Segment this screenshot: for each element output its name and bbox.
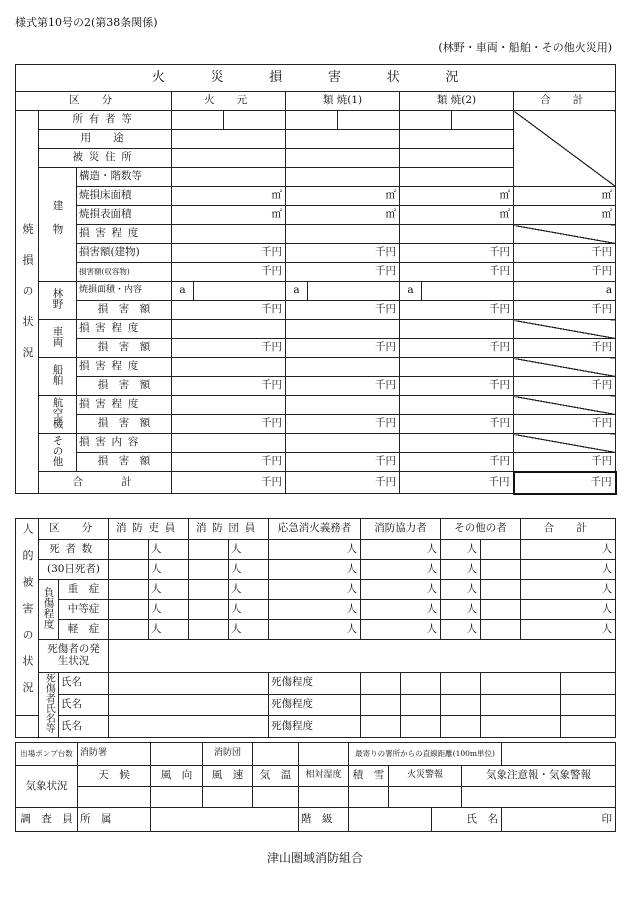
- human-side-label: 人的被害の状況: [21, 522, 35, 708]
- col-cooperator: 消防協力者: [361, 519, 441, 540]
- property-damage-table: 火 災 損 害 状 況 区 分 火 元 類 焼(1) 類 焼(2) 合 計 焼損の状況 所有者等 用 途 被災住所 建物 構造・階数等 焼損床面積 ㎡ ㎡ ㎡ ㎡ 焼損表面積 ㎡ ㎡ ㎡ ㎡ 損害程度 損害額(建物) 千円 千円 千円 千円 損害額(収容物) 千円 千円 千円 千円 林野 焼損面積・内容 a a a a 損 害 額 千円 千円 千円 千円 車両 損害程度 損 害 額 千円 千円 千円 千円 船舶 損害程度 損 害 額 千円 千円 千円 千円 航空機 損害程度 損 害 額 千円 千円 千円 千円 その他 損害内容 損 害 額 千円 千円 千円 千円 合 計 千円 千円 千円 千円: [15, 64, 617, 495]
- humidity-col: 相対湿度: [299, 766, 349, 787]
- col-rui2: 類 焼(2): [400, 92, 514, 111]
- property-sum-label: 合 計: [39, 472, 172, 494]
- ship-label: 船舶: [51, 364, 64, 386]
- other-label: その他: [51, 434, 64, 467]
- wind-speed-col: 風 速: [203, 766, 253, 787]
- damage-contents-label: 損害額(収容物): [77, 263, 172, 282]
- aircraft-damage-label: 損 害 額: [77, 415, 172, 434]
- name-label: 氏 名: [432, 808, 502, 832]
- owner-label: 所有者等: [39, 111, 172, 130]
- distance-label: 最寄りの署所からの直線距離(100m単位): [349, 743, 502, 766]
- vehicle-label: 車両: [51, 326, 64, 348]
- human-damage-table: 人的被害の状況 区 分 消防吏員 消防団員 応急消火義務者 消防協力者 その他の者 合 計 死者数 人 人 人 人 人 人 (30日死者) 人 人 人 人 人 人 負傷程度 重 症 人 人 人 人 人 人 中等症 人 人 人 人 人 人 軽 症 人 人 人 人 人 人 死傷者の発生状況 死傷者氏名等 氏名 死傷程度 氏名 死傷程度 氏名 死傷程度: [15, 518, 616, 738]
- fire-corps-label: 消防団: [203, 743, 253, 766]
- other-damage-label: 損 害 額: [77, 453, 172, 472]
- col-others: その他の者: [441, 519, 521, 540]
- casualty-names-label: 死傷者氏名等: [43, 673, 55, 733]
- organization-name: 津山圏域消防組合: [266, 851, 363, 865]
- form-number: 様式第10号の2(第38条関係): [15, 16, 158, 29]
- occurrence-label: 死傷者の発生状況: [39, 640, 109, 673]
- building-label: 建物: [51, 199, 64, 246]
- col-rui1: 類 焼(1): [286, 92, 400, 111]
- form-title: 火 災 損 害 状 況: [16, 65, 616, 92]
- aircraft-label: 航空機: [51, 396, 64, 429]
- forest-label: 林野: [51, 288, 64, 310]
- dead-label: 死者数: [39, 540, 109, 560]
- injury-label: 負傷程度: [42, 586, 55, 629]
- wind-dir-col: 風 向: [151, 766, 203, 787]
- forest-damage-label: 損 害 額: [77, 301, 172, 320]
- pumps-label: 出場ポンプ台数: [16, 743, 78, 766]
- col-firefighter: 消防吏員: [109, 519, 189, 540]
- advisory-col: 気象注意報・気象警報: [462, 766, 616, 787]
- col-total: 合 計: [514, 92, 616, 111]
- use-label: 用 途: [39, 130, 172, 149]
- floor-area-label: 焼損床面積: [77, 187, 172, 206]
- investigator-label: 調 査 員: [16, 808, 78, 832]
- severe-label: 重 症: [59, 580, 109, 600]
- mild-label: 軽 症: [59, 620, 109, 640]
- property-side-label: 焼損の状況: [21, 223, 35, 378]
- forest-area-label: 焼損面積・内容: [77, 282, 172, 301]
- weather-label: 気象状況: [16, 766, 78, 808]
- human-kubun: 区 分: [39, 519, 109, 540]
- dept-label: 所 属: [78, 808, 151, 832]
- usage-note: (林野・車両・船舶・その他火災用): [438, 41, 612, 54]
- col-kubun: 区 分: [16, 92, 172, 111]
- col-human-total: 合 計: [521, 519, 616, 540]
- address-label: 被災住所: [39, 149, 172, 168]
- col-emergency-duty: 応急消火義務者: [269, 519, 361, 540]
- rank-label: 階 級: [299, 808, 349, 832]
- moderate-label: 中等症: [59, 600, 109, 620]
- structure-label: 構造・階数等: [77, 168, 172, 187]
- snow-col: 積 雪: [349, 766, 389, 787]
- ship-damage-label: 損 害 額: [77, 377, 172, 396]
- vehicle-damage-label: 損 害 額: [77, 339, 172, 358]
- col-volunteer-corps: 消防団員: [189, 519, 269, 540]
- damage-content-label: 損害内容: [77, 434, 172, 453]
- col-himoto: 火 元: [172, 92, 286, 111]
- dead30-label: (30日死者): [39, 560, 109, 580]
- weather-col: 天 候: [78, 766, 151, 787]
- fire-alarm-col: 火災警報: [389, 766, 462, 787]
- seal-mark: 印: [502, 808, 616, 832]
- damage-level-label: 損害程度: [77, 225, 172, 244]
- fire-station-label: 消防署: [78, 743, 151, 766]
- temp-col: 気 温: [253, 766, 299, 787]
- bottom-info-table: [15, 742, 616, 832]
- damage-building-label: 損害額(建物): [77, 244, 172, 263]
- total-diagonal: [514, 111, 616, 187]
- grand-total-cell: 千円: [514, 472, 616, 494]
- surface-area-label: 焼損表面積: [77, 206, 172, 225]
